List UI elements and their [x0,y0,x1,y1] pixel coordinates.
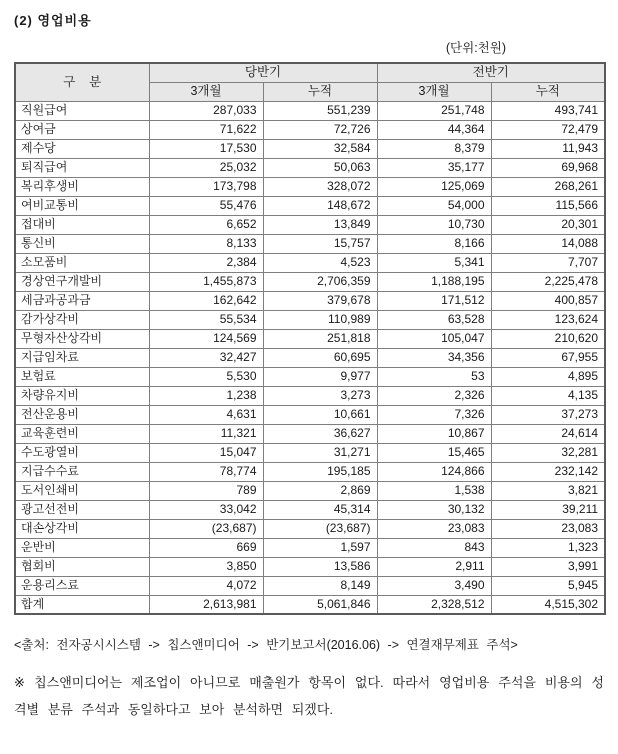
cell-value: 32,584 [263,139,377,158]
table-row [15,405,605,424]
table-row [15,177,605,196]
cell-value: 55,534 [149,310,263,329]
cell-value: 17,530 [149,139,263,158]
cell-value: 23,083 [377,519,491,538]
table-row [15,386,605,405]
cell-value: 67,955 [491,348,605,367]
cell-value: 2,326 [377,386,491,405]
analysis-note: ※ 칩스앤미디어는 제조업이 아니므로 매출원가 항목이 없다. 따라서 영업비용 주석을 비용의 성격별 분류 주석과 동일하다고 보아 분석하면 되겠다. [14,675,604,717]
row-label: 전산운용비 [15,405,149,424]
table-row [15,120,605,139]
table-row [15,481,605,500]
cell-value: 11,321 [149,424,263,443]
cell-value: 171,512 [377,291,491,310]
subheader-previous-cumulative: 누적 [491,82,605,101]
cell-value: 44,364 [377,120,491,139]
cell-value: 162,642 [149,291,263,310]
row-label: 차량유지비 [15,386,149,405]
cell-value: 10,730 [377,215,491,234]
cell-value: 34,356 [377,348,491,367]
cell-value: 11,943 [491,139,605,158]
table-row [15,329,605,348]
row-label: 통신비 [15,234,149,253]
header-row-groups [15,63,605,82]
table-row [15,234,605,253]
row-label: 여비교통비 [15,196,149,215]
table-row [15,500,605,519]
cell-value: 4,523 [263,253,377,272]
cell-value: 35,177 [377,158,491,177]
cell-value: 4,631 [149,405,263,424]
cell-value: 45,314 [263,500,377,519]
cell-value: 78,774 [149,462,263,481]
cell-value: 31,271 [263,443,377,462]
cell-value: (23,687) [149,519,263,538]
cell-value: 2,384 [149,253,263,272]
total-row-label: 합계 [15,595,149,614]
row-label: 퇴직급여 [15,158,149,177]
row-label: 복리후생비 [15,177,149,196]
cell-value: 25,032 [149,158,263,177]
cell-value: 53 [377,367,491,386]
cell-value: 400,857 [491,291,605,310]
cell-value: 10,661 [263,405,377,424]
subheader-current-cumulative: 누적 [263,82,377,101]
row-label: 교육훈련비 [15,424,149,443]
cell-value: 4,895 [491,367,605,386]
cell-value: 24,614 [491,424,605,443]
row-label: 경상연구개발비 [15,272,149,291]
row-label: 운용리스료 [15,576,149,595]
cell-value: 36,627 [263,424,377,443]
table-row [15,101,605,120]
cell-value: 2,328,512 [377,595,491,614]
cell-value: 13,586 [263,557,377,576]
row-label: 지급임차료 [15,348,149,367]
cell-value: 287,033 [149,101,263,120]
cell-value: 39,211 [491,500,605,519]
cell-value: 23,083 [491,519,605,538]
subheader-current-3month: 3개월 [149,82,263,101]
cell-value: 5,530 [149,367,263,386]
cell-value: 173,798 [149,177,263,196]
cell-value: 4,135 [491,386,605,405]
cell-value: 15,465 [377,443,491,462]
row-label: 소모품비 [15,253,149,272]
cell-value: 379,678 [263,291,377,310]
cell-value: 37,273 [491,405,605,424]
cell-value: 5,061,846 [263,595,377,614]
cell-value: 115,566 [491,196,605,215]
cell-value: 7,326 [377,405,491,424]
cell-value: 10,867 [377,424,491,443]
cell-value: 251,748 [377,101,491,120]
table-row [15,538,605,557]
operating-expense-table [14,62,606,615]
cell-value: 232,142 [491,462,605,481]
cell-value: 8,149 [263,576,377,595]
row-label: 운반비 [15,538,149,557]
table-header [15,63,605,101]
corner-header-cell: 구 분 [15,63,149,101]
cell-value: 33,042 [149,500,263,519]
cell-value: 124,866 [377,462,491,481]
group-header-previous-half: 전반기 [377,63,605,82]
cell-value: 3,991 [491,557,605,576]
cell-value: 2,911 [377,557,491,576]
row-label: 접대비 [15,215,149,234]
cell-value: 32,427 [149,348,263,367]
table-row [15,519,605,538]
table-row [15,291,605,310]
table-row [15,462,605,481]
cell-value: 60,695 [263,348,377,367]
cell-value: 123,624 [491,310,605,329]
cell-value: 1,323 [491,538,605,557]
row-label: 보험료 [15,367,149,386]
total-row [15,595,605,614]
cell-value: 50,063 [263,158,377,177]
table-row [15,158,605,177]
cell-value: 8,379 [377,139,491,158]
cell-value: 54,000 [377,196,491,215]
table-row [15,196,605,215]
cell-value: 55,476 [149,196,263,215]
cell-value: 7,707 [491,253,605,272]
cell-value: 4,072 [149,576,263,595]
cell-value: 1,455,873 [149,272,263,291]
cell-value: 328,072 [263,177,377,196]
cell-value: 14,088 [491,234,605,253]
row-label: 무형자산상각비 [15,329,149,348]
cell-value: 105,047 [377,329,491,348]
row-label: 대손상각비 [15,519,149,538]
cell-value: 4,515,302 [491,595,605,614]
cell-value: 3,490 [377,576,491,595]
cell-value: 13,849 [263,215,377,234]
cell-value: 2,706,359 [263,272,377,291]
cell-value: 1,238 [149,386,263,405]
cell-value: 5,341 [377,253,491,272]
cell-value: 30,132 [377,500,491,519]
table-row [15,424,605,443]
table-row [15,557,605,576]
cell-value: 6,652 [149,215,263,234]
cell-value: 1,188,195 [377,272,491,291]
cell-value: 63,528 [377,310,491,329]
table-row [15,272,605,291]
table-row [15,215,605,234]
cell-value: 20,301 [491,215,605,234]
row-label: 수도광열비 [15,443,149,462]
cell-value: 669 [149,538,263,557]
row-label: 제수당 [15,139,149,158]
row-label: 상여금 [15,120,149,139]
cell-value: 110,989 [263,310,377,329]
row-label: 협회비 [15,557,149,576]
row-label: 지급수수료 [15,462,149,481]
cell-value: 69,968 [491,158,605,177]
cell-value: 15,757 [263,234,377,253]
row-label: 광고선전비 [15,500,149,519]
cell-value: 3,273 [263,386,377,405]
table-row [15,443,605,462]
cell-value: 15,047 [149,443,263,462]
expense-table-body [15,101,605,614]
group-header-current-half: 당반기 [149,63,377,82]
unit-label: (단위:천원) [445,41,506,55]
cell-value: 251,818 [263,329,377,348]
cell-value: 8,166 [377,234,491,253]
cell-value: 71,622 [149,120,263,139]
cell-value: 843 [377,538,491,557]
cell-value: 5,945 [491,576,605,595]
row-label: 감가상각비 [15,310,149,329]
row-label: 직원급여 [15,101,149,120]
cell-value: 2,613,981 [149,595,263,614]
table-row [15,310,605,329]
cell-value: 32,281 [491,443,605,462]
cell-value: 124,569 [149,329,263,348]
cell-value: 195,185 [263,462,377,481]
table-row [15,253,605,272]
cell-value: 551,239 [263,101,377,120]
cell-value: (23,687) [263,519,377,538]
cell-value: 2,869 [263,481,377,500]
cell-value: 493,741 [491,101,605,120]
table-row [15,139,605,158]
cell-value: 125,069 [377,177,491,196]
table-row [15,576,605,595]
cell-value: 8,133 [149,234,263,253]
cell-value: 72,479 [491,120,605,139]
cell-value: 3,821 [491,481,605,500]
subheader-previous-3month: 3개월 [377,82,491,101]
cell-value: 2,225,478 [491,272,605,291]
cell-value: 1,538 [377,481,491,500]
row-label: 도서인쇄비 [15,481,149,500]
cell-value: 3,850 [149,557,263,576]
cell-value: 789 [149,481,263,500]
row-label: 세금과공과금 [15,291,149,310]
cell-value: 268,261 [491,177,605,196]
table-row [15,348,605,367]
source-line: <출처: 전자공시시스템 -> 칩스앤미디어 -> 반기보고서(2016.06) -> 연결재무제표 주석> [14,638,518,652]
cell-value: 9,977 [263,367,377,386]
cell-value: 210,620 [491,329,605,348]
cell-value: 1,597 [263,538,377,557]
table-row [15,367,605,386]
section-title: (2) 영업비용 [14,13,92,28]
cell-value: 72,726 [263,120,377,139]
cell-value: 148,672 [263,196,377,215]
